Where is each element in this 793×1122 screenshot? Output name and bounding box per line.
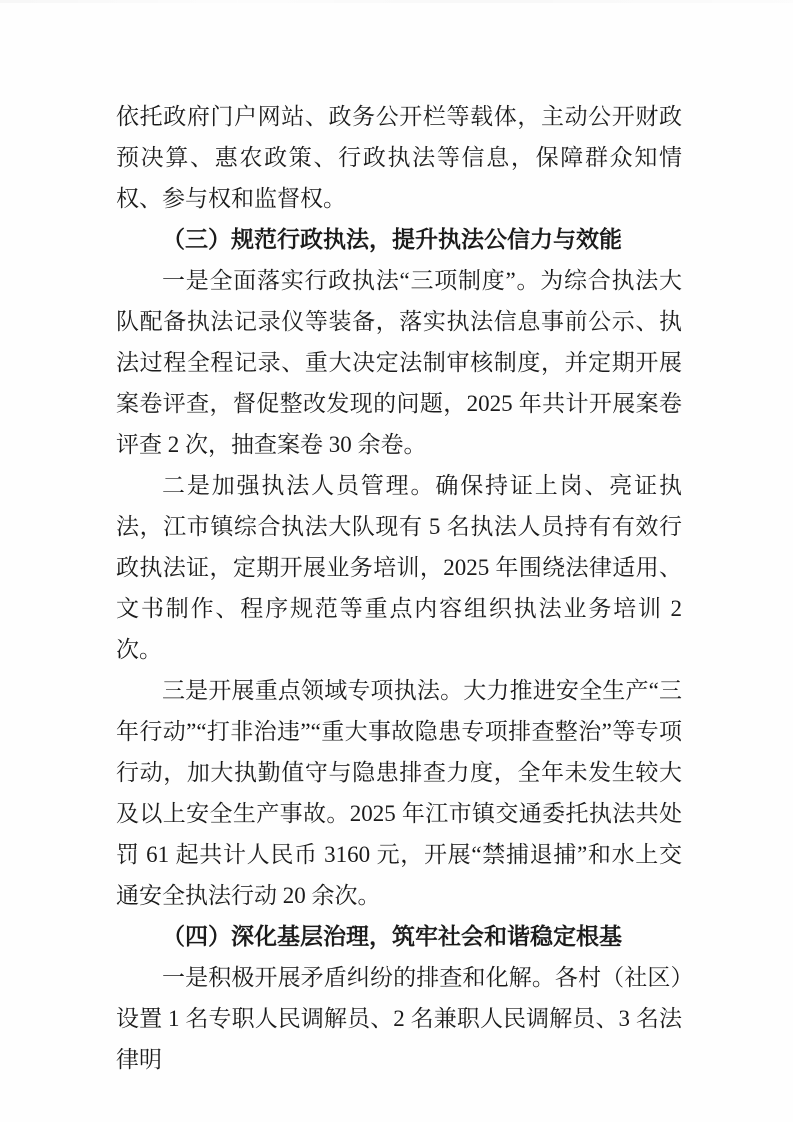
body-paragraph: 依托政府门户网站、政务公开栏等载体，主动公开财政预决算、惠农政策、行政执法等信息，保障群众知情权、参与权和监督权。 [116,104,682,211]
body-paragraph: 一是积极开展矛盾纠纷的排查和化解。各村（社区）设置 1 名专职人民调解员、2 名兼职人民调解员、3 名法律明 [116,965,682,1072]
document-body [116,96,682,1080]
section-heading: （四）深化基层治理，筑牢社会和谐稳定根基 [162,924,622,949]
section-heading: （三）规范行政执法，提升执法公信力与效能 [162,227,622,252]
body-paragraph: 三是开展重点领域专项执法。大力推进安全生产“三年行动”“打非治违”“重大事故隐患专项排查整治”等专项行动，加大执勤值守与隐患排查力度，全年未发生较大及以上安全生产事故。2025 年江市镇交通委托执法共处罚 61 起共计人民币 3160 元，开展“禁捕退捕”和水上交通安全执法行动 20 余次。 [116,678,682,908]
body-paragraph: 二是加强执法人员管理。确保持证上岗、亮证执法，江市镇综合执法大队现有 5 名执法人员持有有效行政执法证，定期开展业务培训，2025 年围绕法律适用、文书制作、程序规范等重点内容组织执法业务培训 2 次。 [116,473,682,662]
scan-edge-artifact [0,0,793,3]
body-paragraph: 一是全面落实行政执法“三项制度”。为综合执法大队配备执法记录仪等装备，落实执法信息事前公示、执法过程全程记录、重大决定法制审核制度，并定期开展案卷评查，督促整改发现的问题，2025 年共计开展案卷评查 2 次，抽查案卷 30 余卷。 [116,268,682,457]
